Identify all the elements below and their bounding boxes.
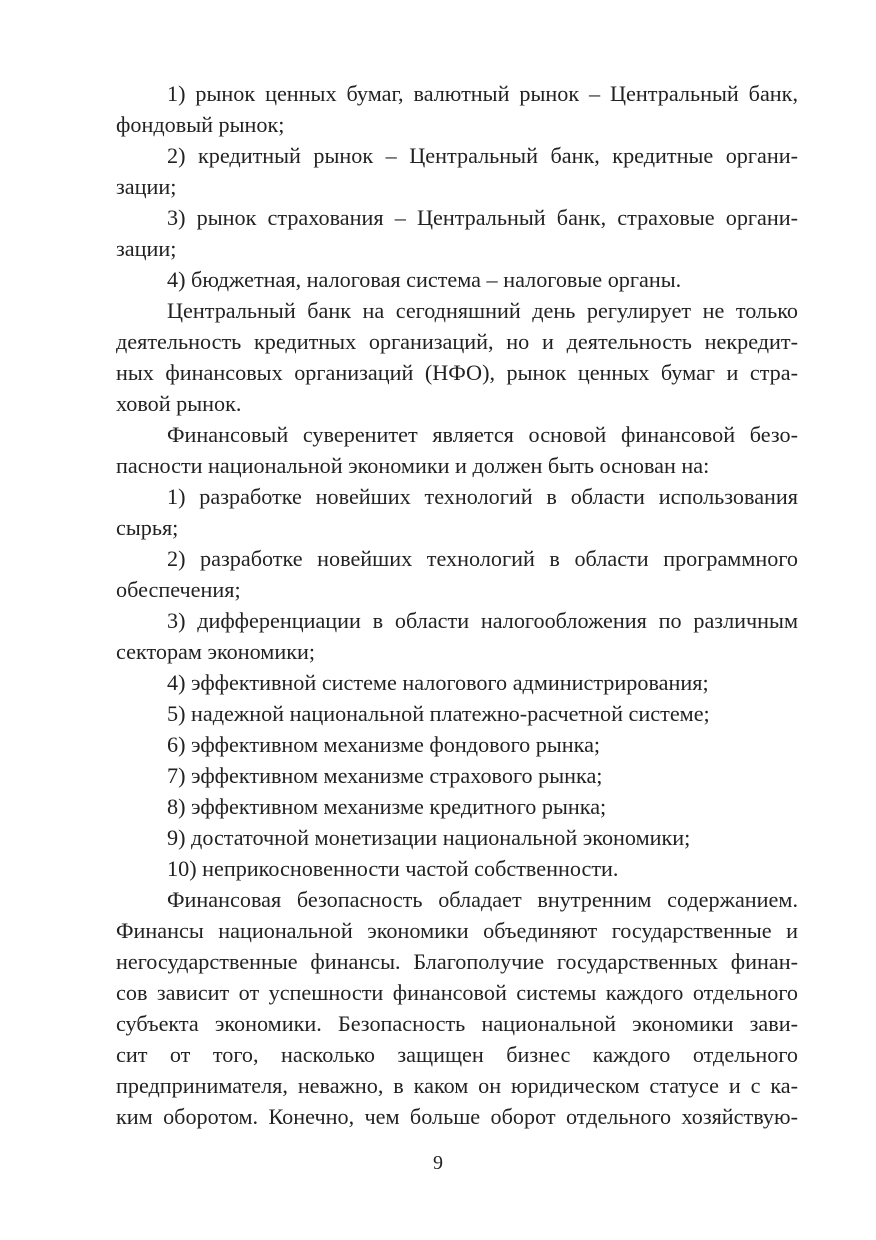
text-line: деятельность кредитных организаций, но и деятельность некредит-	[116, 329, 798, 354]
text-line: Финансы национальной экономики объединяют государственные и	[116, 918, 798, 943]
text-line: Центральный банк на сегодняшний день регулирует не только	[167, 298, 798, 323]
text-line: зации;	[116, 174, 177, 199]
text-line: 1) рынок ценных бумаг, валютный рынок – Центральный банк,	[167, 81, 798, 106]
text-line: 5) надежной национальной платежно-расчетной системе;	[167, 701, 710, 726]
text-line: 8) эффективном механизме кредитного рынка;	[167, 794, 607, 819]
text-line: 1) разработке новейших технологий в области использования	[167, 484, 798, 509]
text-line: фондовый рынок;	[116, 112, 285, 137]
text-line: предпринимателя, неважно, в каком он юридическом статусе и с ка-	[116, 1073, 798, 1098]
text-line: субъекта экономики. Безопасность национальной экономики зави-	[116, 1011, 798, 1036]
page-number: 9	[433, 1152, 443, 1174]
text-line: Финансовая безопасность обладает внутренним содержанием.	[167, 887, 798, 912]
text-line: 4) бюджетная, налоговая система – налоговые органы.	[167, 267, 682, 292]
text-line: ким оборотом. Конечно, чем больше оборот отдельного хозяйствую-	[116, 1104, 798, 1129]
text-line: сит от того, насколько защищен бизнес каждого отдельного	[116, 1042, 798, 1067]
text-line: 4) эффективной системе налогового администрирования;	[167, 670, 709, 695]
text-line: зации;	[116, 236, 177, 261]
text-line: пасности национальной экономики и должен быть основан на:	[116, 453, 710, 478]
text-line: негосударственные финансы. Благополучие государственных финан-	[116, 949, 798, 974]
text-line: ховой рынок.	[116, 391, 242, 416]
text-line: 7) эффективном механизме страхового рынка;	[167, 763, 603, 788]
text-line: 3) рынок страхования – Центральный банк, страховые органи-	[167, 205, 798, 230]
text-line: 3) дифференциации в области налогообложения по различным	[167, 608, 798, 633]
text-line: 9) достаточной монетизации национальной экономики;	[167, 825, 691, 850]
document-body	[116, 78, 798, 1132]
text-line: 10) неприкосновенности частой собственности.	[167, 856, 619, 881]
text-line: Финансовый суверенитет является основой финансовой безо-	[167, 422, 798, 447]
text-line: ных финансовых организаций (НФО), рынок ценных бумаг и стра-	[116, 360, 798, 385]
text-line: сырья;	[116, 515, 179, 540]
text-line: 2) кредитный рынок – Центральный банк, кредитные органи-	[167, 143, 798, 168]
text-line: сов зависит от успешности финансовой системы каждого отдельного	[116, 980, 798, 1005]
text-line: 2) разработке новейших технологий в области программного	[167, 546, 798, 571]
text-line: обеспечения;	[116, 577, 241, 602]
text-line: секторам экономики;	[116, 639, 316, 664]
text-line: 6) эффективном механизме фондового рынка;	[167, 732, 601, 757]
